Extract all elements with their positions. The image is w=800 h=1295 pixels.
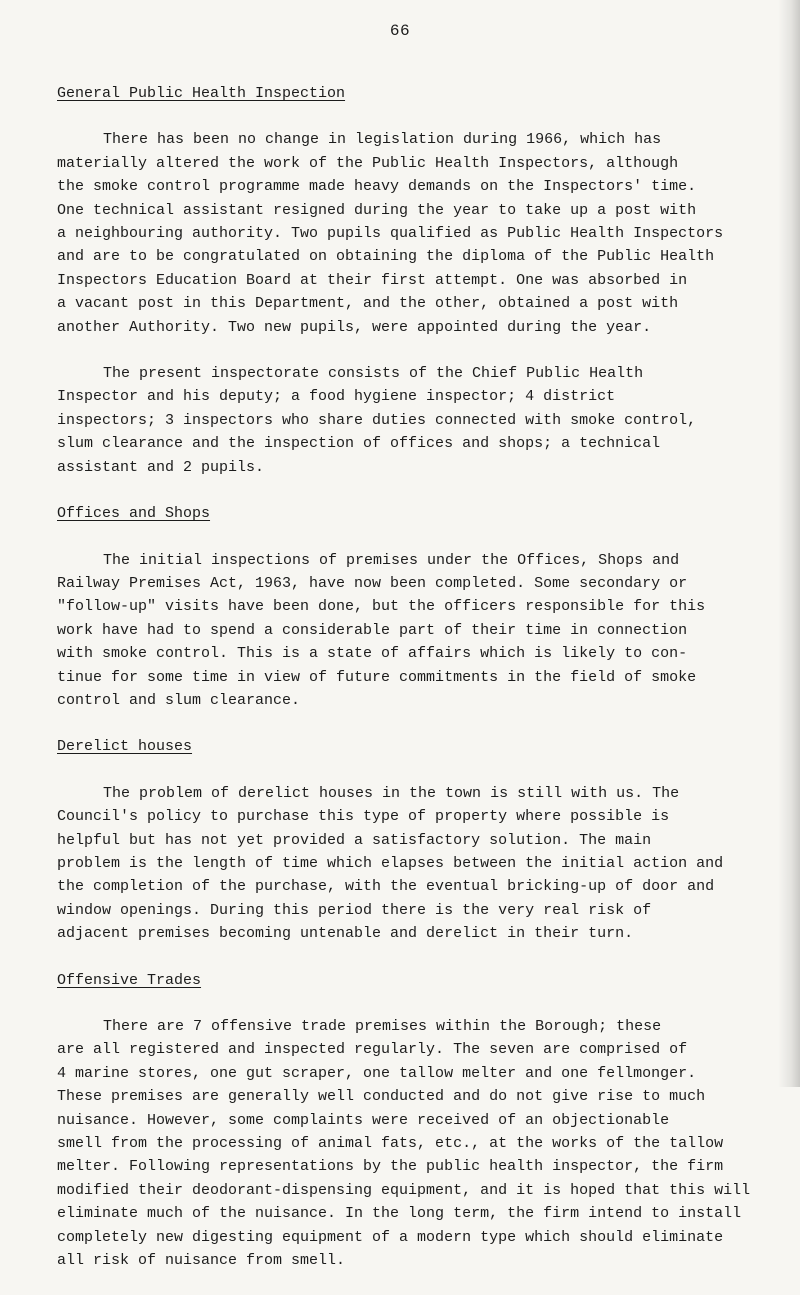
text-line: Inspector and his deputy; a food hygiene inspector; 4 district (57, 388, 616, 406)
text-line: window openings. During this period there is the very real risk of (57, 901, 652, 919)
paragraph (57, 782, 787, 946)
text-line: assistant and 2 pupils. (57, 458, 265, 476)
text-line: melter. Following representations by the public health inspector, the firm (57, 1158, 724, 1176)
text-line: Council's policy to purchase this type of property where possible is (57, 808, 670, 826)
section-heading: Offensive Trades (57, 971, 202, 989)
section-heading: Offices and Shops (57, 505, 211, 523)
text-line: The problem of derelict houses in the town is still with us. The (103, 784, 680, 802)
text-line: the smoke control programme made heavy demands on the Inspectors' time. (57, 178, 697, 196)
text-line: smell from the processing of animal fats, etc., at the works of the tallow (57, 1135, 724, 1153)
section-heading: Derelict houses (57, 738, 193, 756)
text-line: work have had to spend a considerable part of their time in connection (57, 621, 688, 639)
paragraph (57, 549, 787, 713)
text-line: slum clearance and the inspection of offices and shops; a technical (57, 435, 661, 453)
text-line: There are 7 offensive trade premises within the Borough; these (103, 1018, 662, 1035)
page-number: 66 (389, 22, 411, 40)
text-line: The initial inspections of premises under the Offices, Shops and (103, 551, 680, 569)
text-line: eliminate much of the nuisance. In the long term, the firm intend to install (57, 1205, 742, 1223)
text-line: "follow-up" visits have been done, but the officers responsible for this (57, 598, 706, 616)
text-line: materially altered the work of the Public Health Inspectors, although (57, 154, 679, 172)
paragraph (57, 128, 787, 339)
section-heading: General Public Health Inspection (57, 85, 346, 102)
text-line: 4 marine stores, one gut scraper, one tallow melter and one fellmonger. (57, 1064, 697, 1082)
text-line: another Authority. Two new pupils, were appointed during the year. (57, 318, 652, 336)
text-line: control and slum clearance. (57, 691, 301, 709)
text-line: adjacent premises becoming untenable and derelict in their turn. (57, 925, 634, 943)
text-line: and are to be congratulated on obtaining the diploma of the Public Health (57, 248, 715, 266)
text-line: a vacant post in this Department, and the other, obtained a post with (57, 295, 679, 313)
text-line: are all registered and inspected regularly. The seven are comprised of (57, 1041, 688, 1059)
text-line: modified their deodorant-dispensing equipment, and it is hoped that this will (57, 1181, 751, 1199)
text-line: Railway Premises Act, 1963, have now been completed. Some secondary or (57, 574, 688, 592)
text-line: There has been no change in legislation during 1966, which has (103, 131, 662, 149)
text-line: tinue for some time in view of future commitments in the field of smoke (57, 668, 697, 686)
text-line: the completion of the purchase, with the eventual bricking-up of door and (57, 878, 715, 896)
text-line: problem is the length of time which elapses between the initial action and (57, 854, 724, 872)
text-line: helpful but has not yet provided a satisfactory solution. The main (57, 831, 652, 849)
text-line: The present inspectorate consists of the Chief Public Health (103, 365, 644, 383)
text-line: One technical assistant resigned during the year to take up a post with (57, 201, 697, 219)
document-body (57, 82, 787, 1295)
text-line: Inspectors Education Board at their first attempt. One was absorbed in (57, 271, 688, 289)
text-line: inspectors; 3 inspectors who share duties connected with smoke control, (57, 411, 697, 429)
text-line: These premises are generally well conducted and do not give rise to much (57, 1088, 706, 1106)
text-line: a neighbouring authority. Two pupils qualified as Public Health Inspectors (57, 225, 724, 243)
paragraph (57, 1015, 787, 1272)
text-line: completely new digesting equipment of a modern type which should eliminate (57, 1228, 724, 1246)
text-line: nuisance. However, some complaints were received of an objectionable (57, 1111, 670, 1129)
paragraph (57, 362, 787, 479)
text-line: all risk of nuisance from smell. (57, 1252, 346, 1270)
text-line: with smoke control. This is a state of affairs which is likely to con- (57, 645, 688, 663)
